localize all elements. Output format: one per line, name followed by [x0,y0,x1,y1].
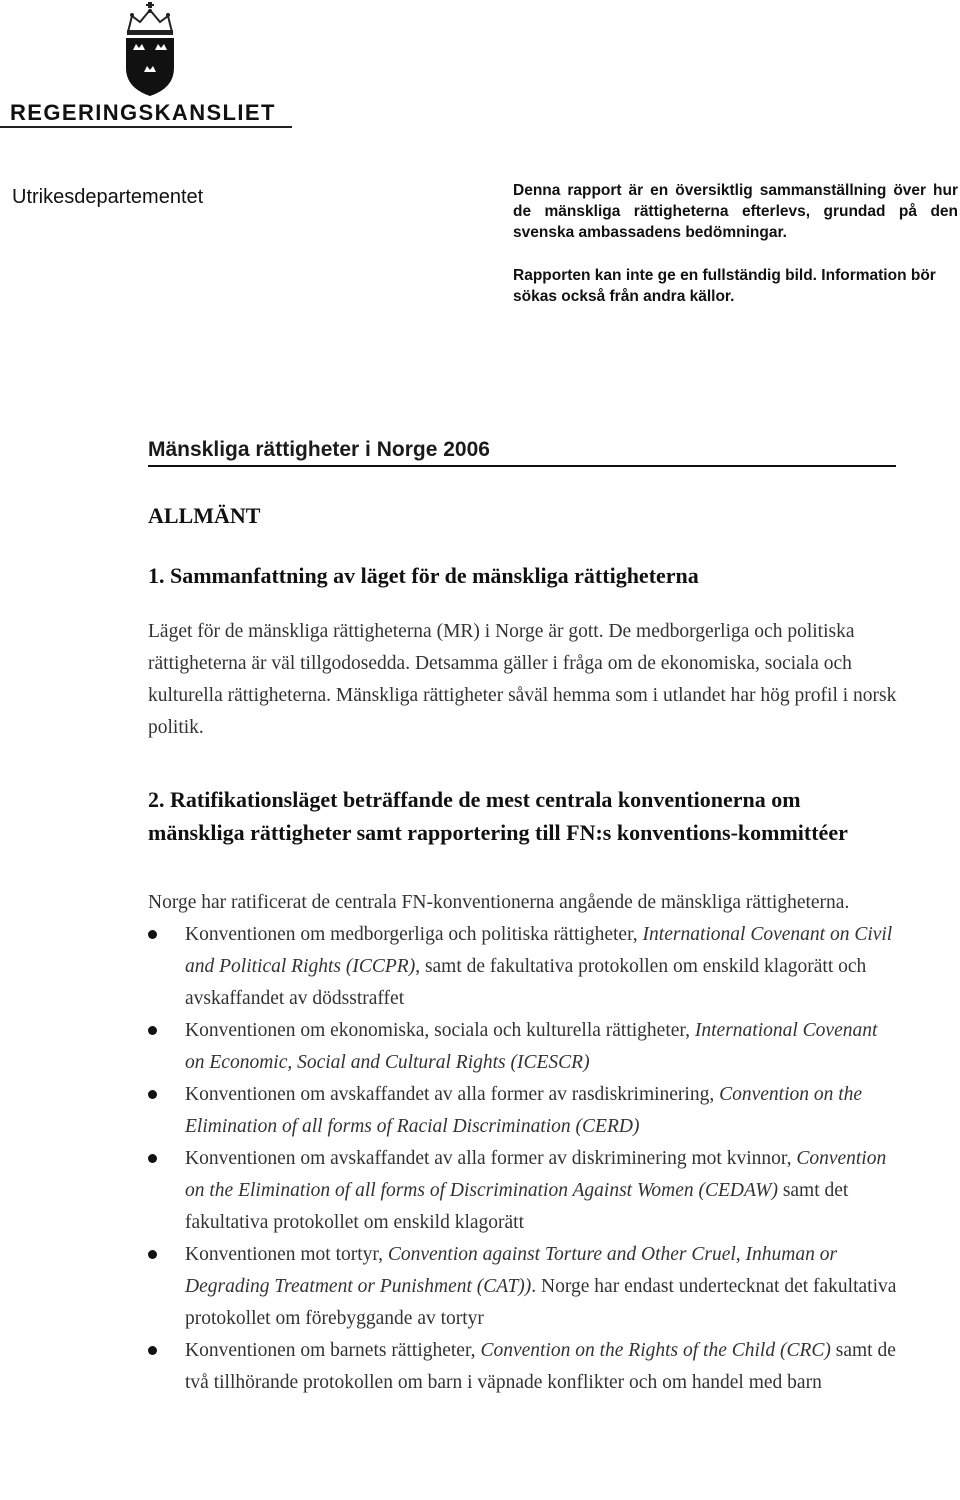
convention-item [148,1079,898,1143]
convention-item [148,1239,898,1335]
disclaimer-paragraph: Denna rapport är en översiktlig sammanställning över hur de mänskliga rättigheterna efterlevs, grundad på den svenska ambassadens bedömningar. [513,182,958,241]
convention-english-name: International Covenant on Economic, Social and Cultural Rights (ICESCR) [185,1020,878,1073]
convention-english-name: Convention on the Elimination of all forms of Racial Discrimination (CERD) [185,1084,863,1137]
bullet-icon [148,1026,157,1035]
convention-swedish-name: Konventionen om ekonomiska, sociala och kulturella rättigheter, [185,1020,695,1041]
bullet-icon [148,1154,157,1163]
title-divider [148,465,896,467]
convention-item [148,919,898,1015]
disclaimer-paragraph: Rapporten kan inte ge en fullständig bild. Information bör sökas också från andra källor. [513,267,936,305]
convention-swedish-name: Konventionen om avskaffandet av alla former av diskriminering mot kvinnor, [185,1148,797,1169]
bullet-icon [148,1250,157,1259]
convention-item [148,1335,898,1399]
section-1-text: Läget för de mänskliga rättigheterna (MR) i Norge är gott. De medborgerliga och politiska rättigheterna är väl tillgodosedda. Detsamma gäller i fråga om de ekonomiska, sociala och kulturella rättigheterna. Mänskliga rättigheter såväl hemma som i utlandet har hög profil i norsk politik. [148,621,897,738]
section-2-heading: 2. Ratifikationsläget beträffande de mest centrala konventionerna om mänskliga rättigheter samt rapportering till FN:s konventions-kommittéer [148,787,848,845]
convention-english-name: Convention on the Elimination of all forms of Discrimination Against Women (CEDAW) [185,1148,887,1201]
bullet-icon [148,930,157,939]
convention-note: . Norge har endast undertecknat det fakultativa protokollet om förebyggande av tortyr [185,1276,897,1329]
bullet-icon [148,1346,157,1355]
department-name: Utrikesdepartementet [12,186,204,208]
convention-note: samt de två tillhörande protokollen om barn i väpnade konflikter och om handel med barn [185,1340,896,1393]
convention-english-name: International Covenant on Civil and Political Rights (ICCPR) [185,924,893,977]
coat-of-arms-icon [118,2,182,98]
logo-divider [0,126,292,128]
disclaimer [513,180,958,307]
convention-english-name: Convention against Torture and Other Cruel, Inhuman or Degrading Treatment or Punishment (CAT)) [185,1244,838,1297]
convention-swedish-name: Konventionen om barnets rättigheter, [185,1340,481,1361]
logo [0,0,300,135]
section-2-intro: Norge har ratificerat de centrala FN-konventionerna angående de mänskliga rättigheterna. [148,892,850,913]
convention-swedish-name: Konventionen mot tortyr, [185,1244,388,1265]
convention-note: samt det fakultativa protokollet om enskild klagorätt [185,1180,849,1233]
section-heading-general: ALLMÄNT [148,503,261,528]
section-1-heading: 1. Sammanfattning av läget för de mänskliga rättigheterna [148,563,699,588]
convention-list [148,919,898,1399]
bullet-icon [148,1090,157,1099]
logo-wordmark: REGERINGSKANSLIET [10,100,276,125]
convention-swedish-name: Konventionen om avskaffandet av alla former av rasdiskriminering, [185,1084,720,1105]
convention-note: , samt de fakultativa protokollen om enskild klagorätt och avskaffandet av dödsstraffet [185,956,867,1009]
convention-item [148,1015,898,1079]
convention-item [148,1143,898,1239]
report-title: Mänskliga rättigheter i Norge 2006 [148,438,490,461]
convention-english-name: Convention on the Rights of the Child (CRC) [480,1340,831,1361]
convention-swedish-name: Konventionen om medborgerliga och politiska rättigheter, [185,924,643,945]
report-body [148,503,898,1399]
